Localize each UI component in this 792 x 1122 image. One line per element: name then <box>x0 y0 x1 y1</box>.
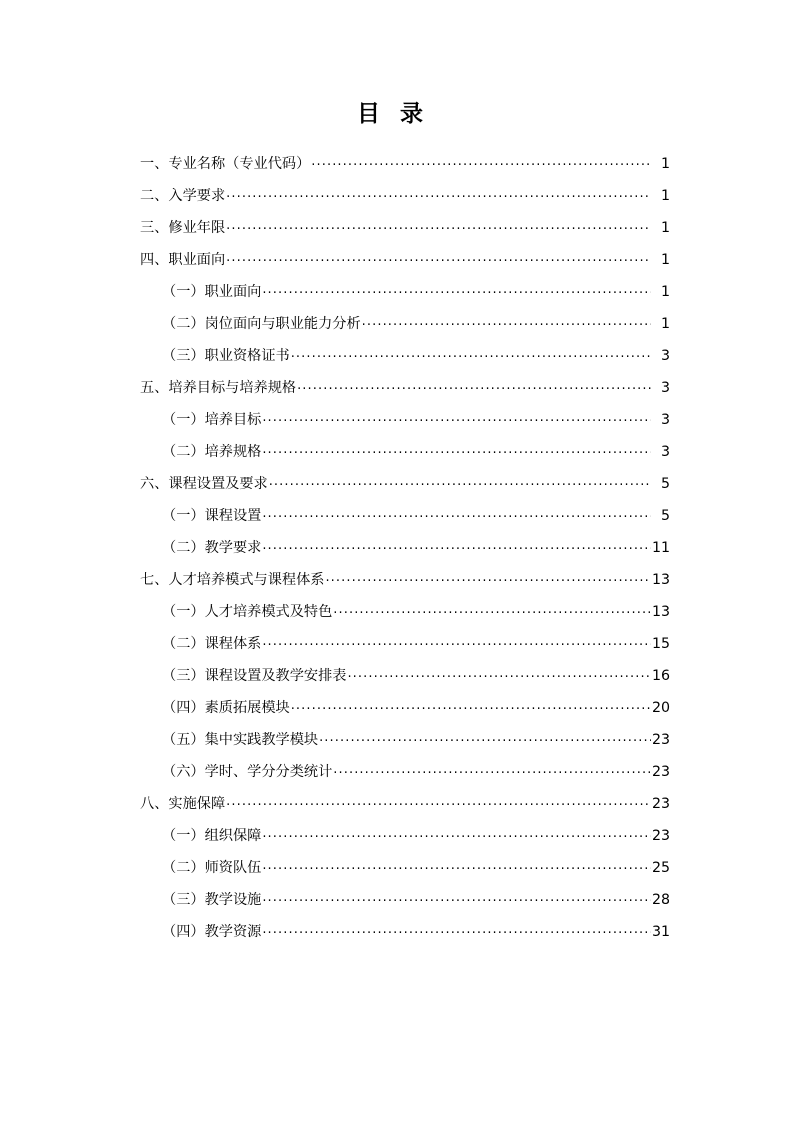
toc-entry-label: 三、修业年限 <box>140 220 226 236</box>
toc-entry-page-number: 1 <box>660 252 670 268</box>
toc-entry-label: （三）教学设施 <box>162 892 262 908</box>
toc-entry[interactable] <box>140 474 670 506</box>
toc-entry-page-number: 3 <box>660 380 670 396</box>
toc-entry[interactable] <box>140 314 670 346</box>
toc-leader-dots <box>262 282 651 296</box>
toc-entry[interactable] <box>140 602 670 634</box>
toc-leader-dots <box>319 730 651 744</box>
toc-entry[interactable] <box>140 218 670 250</box>
toc-entry-page-number: 23 <box>651 764 670 780</box>
toc-leader-dots <box>333 602 651 616</box>
toc-entry-label: （二）师资队伍 <box>162 860 262 876</box>
toc-entry-page-number: 31 <box>651 924 670 940</box>
toc-entry-label: （六）学时、学分分类统计 <box>162 764 333 780</box>
toc-entry[interactable] <box>140 826 670 858</box>
toc-entry-page-number: 25 <box>651 860 670 876</box>
toc-entry[interactable] <box>140 858 670 890</box>
toc-entry-page-number: 23 <box>651 732 670 748</box>
toc-entry[interactable] <box>140 762 670 794</box>
toc-entry-page-number: 13 <box>651 572 670 588</box>
toc-leader-dots <box>226 186 651 200</box>
toc-entry-label: 八、实施保障 <box>140 796 226 812</box>
toc-entry-label: （一）人才培养模式及特色 <box>162 604 333 620</box>
toc-entry-label: （四）素质拓展模块 <box>162 700 290 716</box>
toc-leader-dots <box>291 346 651 360</box>
toc-entry[interactable] <box>140 506 670 538</box>
toc-leader-dots <box>291 698 651 712</box>
toc-entry[interactable] <box>140 442 670 474</box>
toc-leader-dots <box>226 250 651 264</box>
toc-entry-label: （一）组织保障 <box>162 828 262 844</box>
toc-entry-page-number: 5 <box>660 476 670 492</box>
toc-leader-dots <box>262 922 651 936</box>
toc-entry-page-number: 3 <box>660 348 670 364</box>
toc-entry-label: （一）课程设置 <box>162 508 262 524</box>
toc-leader-dots <box>262 538 651 552</box>
toc-leader-dots <box>262 634 651 648</box>
toc-entry-page-number: 28 <box>651 892 670 908</box>
toc-entry-label: （三）职业资格证书 <box>162 348 290 364</box>
toc-entry-page-number: 1 <box>660 316 670 332</box>
toc-entry[interactable] <box>140 730 670 762</box>
toc-entry-label: （三）课程设置及教学安排表 <box>162 668 347 684</box>
toc-entry[interactable] <box>140 922 670 954</box>
page-title: 目 录 <box>356 101 429 127</box>
toc-leader-dots <box>347 666 650 680</box>
toc-entry[interactable] <box>140 570 670 602</box>
toc-entry[interactable] <box>140 698 670 730</box>
toc-leader-dots <box>262 506 651 520</box>
toc-leader-dots <box>226 794 651 808</box>
toc-entry-label: 一、专业名称（专业代码） <box>140 156 311 172</box>
toc-leader-dots <box>325 570 650 584</box>
toc-entry-label: 五、培养目标与培养规格 <box>140 380 297 396</box>
toc-leader-dots <box>262 826 651 840</box>
toc-leader-dots <box>262 858 651 872</box>
toc-entry-page-number: 3 <box>660 412 670 428</box>
toc-entry-label: （二）培养规格 <box>162 444 262 460</box>
toc-entry[interactable] <box>140 890 670 922</box>
toc-entry-label: （一）培养目标 <box>162 412 262 428</box>
toc-leader-dots <box>269 474 651 488</box>
toc-entry[interactable] <box>140 666 670 698</box>
toc-entry[interactable] <box>140 282 670 314</box>
toc-entry-label: 六、课程设置及要求 <box>140 476 268 492</box>
toc-entry-page-number: 13 <box>651 604 670 620</box>
toc-leader-dots <box>262 890 651 904</box>
toc-entry-label: （五）集中实践教学模块 <box>162 732 319 748</box>
toc-leader-dots <box>333 762 651 776</box>
toc-entry-page-number: 16 <box>651 668 670 684</box>
toc-entry[interactable] <box>140 346 670 378</box>
toc-entry-label: 四、职业面向 <box>140 252 226 268</box>
toc-entry-page-number: 1 <box>660 188 670 204</box>
toc-entry-page-number: 23 <box>651 796 670 812</box>
toc-entry-label: （四）教学资源 <box>162 924 262 940</box>
toc-entry-label: （二）教学要求 <box>162 540 262 556</box>
toc-leader-dots <box>311 154 651 168</box>
toc-leader-dots <box>262 442 651 456</box>
toc-entry-page-number: 23 <box>651 828 670 844</box>
toc-entry-page-number: 1 <box>660 220 670 236</box>
toc-entry-page-number: 1 <box>660 284 670 300</box>
toc-entry-label: （一）职业面向 <box>162 284 262 300</box>
toc-entry[interactable] <box>140 794 670 826</box>
toc-entry[interactable] <box>140 250 670 282</box>
toc-entry-page-number: 5 <box>660 508 670 524</box>
toc-entry-page-number: 15 <box>651 636 670 652</box>
toc-leader-dots <box>362 314 651 328</box>
toc-entry-page-number: 1 <box>660 156 670 172</box>
toc-entry-label: （二）岗位面向与职业能力分析 <box>162 316 361 332</box>
toc-entry[interactable] <box>140 186 670 218</box>
toc-leader-dots <box>262 410 651 424</box>
toc-entry-label: （二）课程体系 <box>162 636 262 652</box>
toc-entry-label: 七、人才培养模式与课程体系 <box>140 572 325 588</box>
toc-entry-page-number: 20 <box>651 700 670 716</box>
toc-entry-page-number: 11 <box>651 540 670 556</box>
table-of-contents <box>140 154 670 954</box>
toc-entry[interactable] <box>140 410 670 442</box>
toc-entry[interactable] <box>140 634 670 666</box>
toc-entry[interactable] <box>140 378 670 410</box>
toc-entry-page-number: 3 <box>660 444 670 460</box>
toc-entry[interactable] <box>140 538 670 570</box>
toc-leader-dots <box>297 378 651 392</box>
toc-leader-dots <box>226 218 651 232</box>
toc-entry-label: 二、入学要求 <box>140 188 226 204</box>
toc-entry[interactable] <box>140 154 670 186</box>
